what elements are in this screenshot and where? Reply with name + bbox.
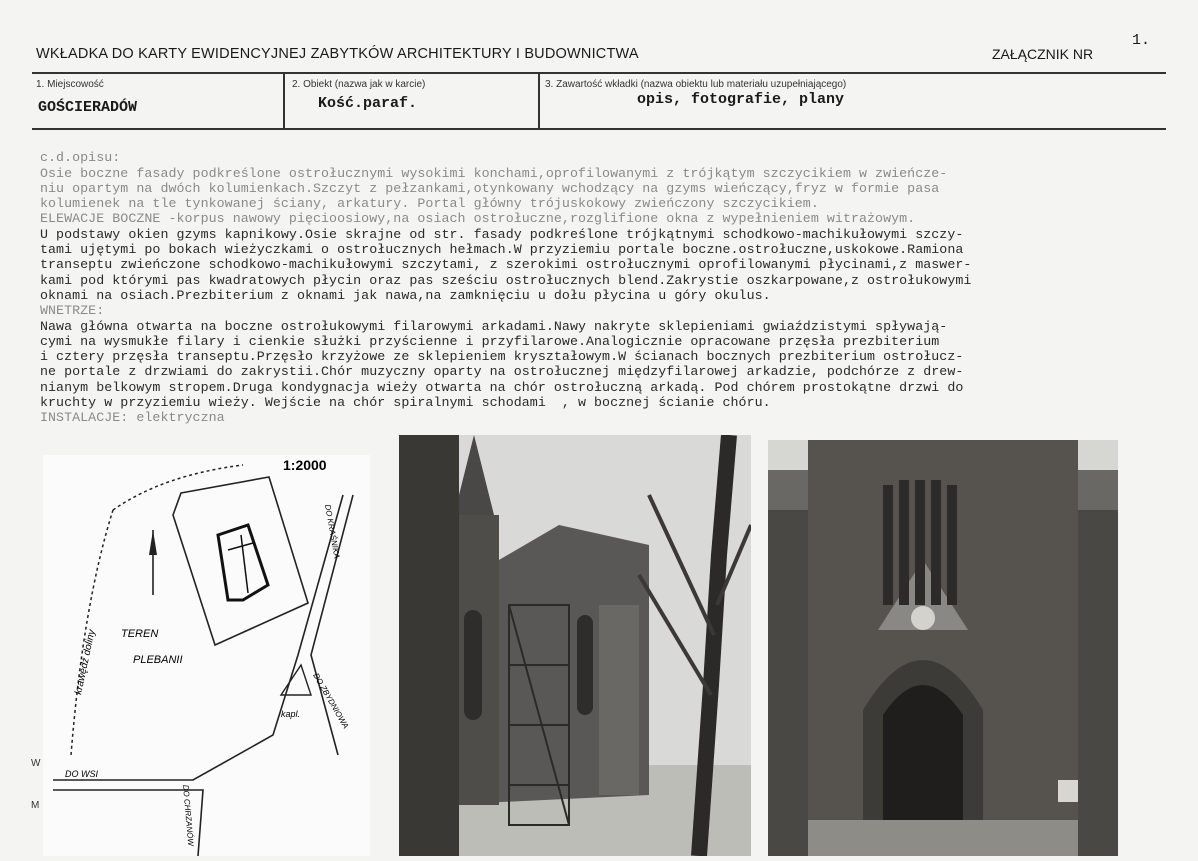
description-text [40, 135, 1196, 456]
header-rule-top [32, 72, 1166, 74]
church-side-photo-drawing [399, 435, 751, 856]
road-main [53, 495, 343, 780]
description-line: Nawa główna otwarta na boczne ostrołukowymi filarowymi arkadami.Nawy nakryte sklepieniami gwiaździstymi spływają- [40, 318, 948, 334]
field-divider-1 [283, 73, 285, 129]
description-line: WNETRZE: [40, 303, 105, 319]
church-portal-photo-drawing [768, 440, 1118, 856]
margin-mark-w: W [31, 758, 41, 769]
map-label-teren: TEREN [121, 628, 159, 640]
church-plan-icon [218, 525, 268, 600]
description-line: kami pod którymi pas kwadratowych płycin oraz pas sześciu ostrołucznych blend.Zakrystie oszkarpowane,z ostrołukowymi [40, 272, 972, 288]
header-rule-bottom [32, 128, 1166, 130]
map-scale: 1:2000 [283, 457, 327, 473]
map-label-do-chrzanowa: DO CHRZANÓW [181, 784, 196, 847]
description-line: i cztery przęsła transeptu.Przęsło krzyżowe ze sklepieniem kryształowym.W ścianach bocznych prezbiterium ostrołucz- [40, 349, 964, 365]
field-divider-2 [538, 73, 540, 129]
margin-mark-m: M [31, 800, 40, 811]
field-label-object: 2. Obiekt (nazwa jak w karcie) [292, 79, 426, 90]
description-line: Osie boczne fasady podkreślone ostrołucznymi wysokimi konchami,oprofilowanymi z trójkątym szczycikiem w zwieńcze- [40, 165, 948, 181]
annex-label: ZAŁĄCZNIK NR [992, 46, 1094, 62]
church-side-photo [399, 435, 751, 856]
description-line: c.d.opisu: [40, 150, 121, 166]
description-line: kolumienek na tle tynkowanej ściany, arkatury. Portal główny trójuskokowy zwieńczony szczycikiem. [40, 196, 819, 212]
description-line: nianym belkowym stropem.Druga kondygnacja wieży otwarta na chór ostrołuczną arkadą. Pod chórem prostokątne drzwi do [40, 379, 964, 395]
church-portal-photo [768, 440, 1118, 856]
field-value-contents: opis, fotografie, plany [637, 91, 845, 108]
map-label-do-krasnika: DO KRAŚNIKA [323, 503, 342, 560]
church-cross-shaft [241, 535, 248, 593]
description-line: niu opartym na dwóch kolumienkach.Szczyt z pełzankami,otynkowany wchodzący na gzyms wieńczący,fryz w formie pasa [40, 180, 940, 196]
description-line: U podstawy okien gzyms kapnikowy.Osie skrajne od str. fasady podkreślone trójkątnymi schodkowo-machikułowymi szczy- [40, 226, 964, 242]
field-value-locality: GOŚCIERADÓW [38, 99, 138, 116]
field-label-contents: 3. Zawartość wkładki (nazwa obiektu lub materiału uzupełniającego) [545, 79, 847, 90]
church-plot-boundary [173, 477, 308, 645]
chapel-icon [281, 665, 311, 695]
description-line: transeptu zwieńczone schodkowo-machikułowymi szczytami, z szerokimi ostrołucznymi oprofilowanymi płycinami,z maswer- [40, 257, 972, 273]
description-line: INSTALACJE: elektryczna [40, 410, 225, 426]
road-south [53, 790, 203, 856]
page-number: 1. [1132, 32, 1151, 49]
map-label-valley: krawędź doliny [73, 628, 98, 696]
description-line: ne portale z drzwiami do zakrystii.Chór muzyczny oparty na ostrołucznej międzyfilarowej arkadzie, podchórze z drew- [40, 364, 964, 380]
description-line: tami ujętymi po bokach wieżyczkami o ostrołucznych hełmach.W przyziemiu portale boczne.ostrołuczne,uskokowe.Ramiona [40, 242, 964, 258]
site-map-drawing [43, 455, 370, 856]
description-line: ELEWACJE BOCZNE -korpus nawowy pięcioosiowy,na osiach ostrołuczne,rozglifione okna z wypełnieniem witrażowym. [40, 211, 916, 227]
document-title: WKŁADKA DO KARTY EWIDENCYJNEJ ZABYTKÓW ARCHITEKTURY I BUDOWNICTWA [36, 46, 639, 62]
map-label-chapel: kapl. [281, 709, 301, 719]
map-label-do-wsi: DO WSI [65, 769, 98, 779]
field-value-object: Kość.paraf. [318, 95, 418, 112]
map-label-plebanii: PLEBANII [133, 654, 183, 666]
description-line: kruchty w przyziemiu wieży. Wejście na chór spiralnymi schodami , w bocznej ścianie chóru. [40, 395, 771, 411]
description-line: cymi na wysmukłe filary i cienkie służki przyścienne i przyfilarowe.Analogicznie opracowane przęsła prezbiterium [40, 333, 940, 349]
description-line: oknami na osiach.Prezbiterium z oknami jak nawa,na zamknięciu u dołu płycina u góry okulus. [40, 287, 771, 303]
site-map [43, 455, 370, 856]
map-label-do-zbydniowa: DO ZBYDNIOWA [311, 671, 351, 731]
field-label-locality: 1. Miejscowość [36, 79, 104, 90]
north-arrow-head [149, 530, 157, 555]
church-cross-arm [228, 543, 253, 550]
